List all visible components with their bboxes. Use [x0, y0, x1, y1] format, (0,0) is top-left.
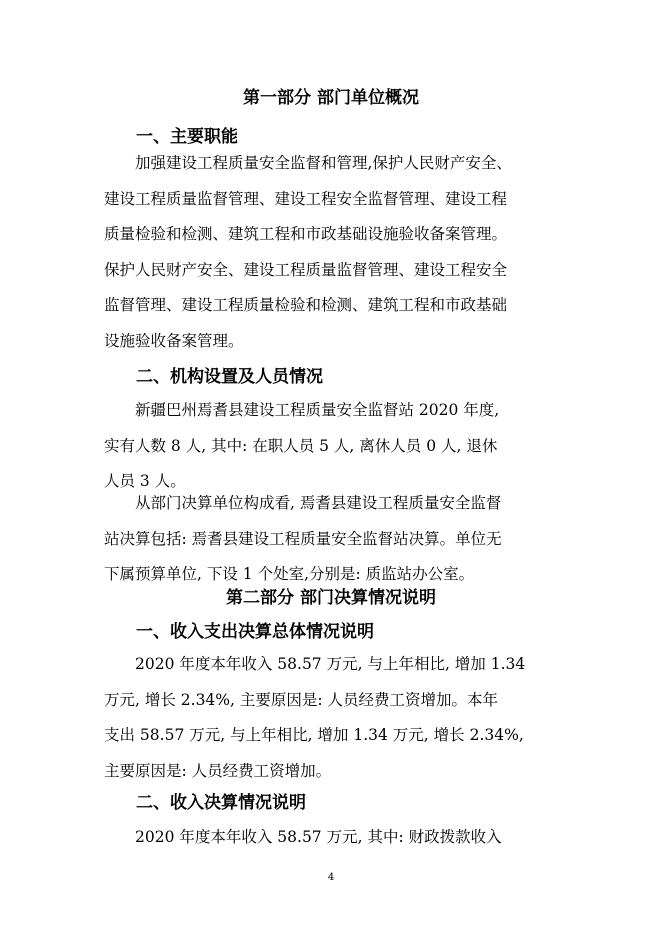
- text-line: 质量检验和检测、建筑工程和市政基础设施验收备案管理。: [104, 225, 508, 243]
- text-line: 从部门决算单位构成看, 焉耆县建设工程质量安全监督: [135, 494, 502, 512]
- organization-paragraph-1: [104, 393, 562, 500]
- text-line: 加强建设工程质量安全监督和管理,保护人民财产安全、: [135, 154, 512, 172]
- main-functions-paragraph: [104, 146, 562, 359]
- text-line: 2020 年度本年收入 58.57 万元, 与上年相比, 增加 1.34: [135, 655, 526, 673]
- text-line: 设施验收备案管理。: [104, 331, 244, 350]
- page-number: 4: [327, 872, 335, 883]
- text-line: 2020 年度本年收入 58.57 万元, 其中: 财政拨款收入: [135, 828, 502, 846]
- text-line: 下属预算单位, 下设 1 个处室,分别是: 质监站办公室。: [104, 565, 475, 583]
- section-heading-main-functions: 一、主要职能: [136, 127, 238, 147]
- text-line: 人员 3 人。: [104, 472, 186, 490]
- text-line: 保护人民财产安全、建设工程质量监督管理、建设工程安全: [104, 260, 508, 279]
- text-line: 支出 58.57 万元, 与上年相比, 增加 1.34 万元, 增长 2.34%,: [104, 726, 524, 744]
- text-line: 站决算包括: 焉耆县建设工程质量安全监督站决算。单位无: [104, 529, 502, 548]
- text-line: 万元, 增长 2.34%, 主要原因是: 人员经费工资增加。本年: [104, 690, 499, 709]
- text-line: 新疆巴州焉耆县建设工程质量安全监督站 2020 年度,: [135, 401, 500, 419]
- section-heading-organization: 二、机构设置及人员情况: [136, 367, 323, 387]
- text-line: 实有人数 8 人, 其中: 在职人员 5 人, 离休人员 0 人, 退休: [104, 436, 498, 455]
- text-line: 建设工程质量监督管理、建设工程安全监督管理、建设工程: [104, 189, 508, 208]
- section-heading-income: 二、收入决算情况说明: [136, 793, 306, 813]
- part1-title: 第一部分 部门单位概况: [243, 88, 419, 108]
- part2-title: 第二部分 部门决算情况说明: [226, 588, 436, 608]
- text-line: 监督管理、建设工程质量检验和检测、建筑工程和市政基础: [104, 296, 508, 314]
- income-expense-paragraph: [104, 647, 562, 789]
- income-paragraph: [104, 820, 562, 856]
- section-heading-income-expense-overview: 一、收入支出决算总体情况说明: [136, 622, 374, 642]
- organization-paragraph-2: [104, 486, 562, 593]
- text-line: 主要原因是: 人员经费工资增加。: [104, 761, 332, 780]
